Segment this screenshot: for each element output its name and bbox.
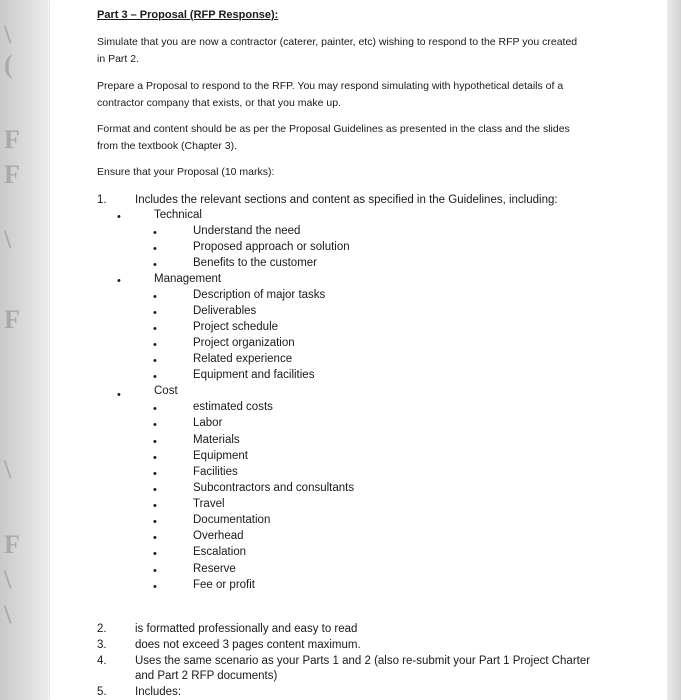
- bullet: •: [153, 452, 157, 464]
- list-item: Fee or profit: [193, 579, 255, 591]
- section-title-cost: Cost: [154, 385, 178, 397]
- background-glyph: F: [4, 530, 20, 559]
- list-item: Description of major tasks: [193, 289, 326, 301]
- bullet: •: [153, 468, 157, 480]
- list-number: 1.: [97, 194, 107, 206]
- part3-heading: Part 3 – Proposal (RFP Response):: [97, 9, 279, 21]
- paragraph-text: Format and content should be as per the Proposal Guidelines as presented in the class and the slides: [97, 123, 570, 135]
- intro-text: Ensure that your Proposal (10 marks):: [97, 166, 275, 178]
- bullet: •: [153, 500, 157, 512]
- list-item: Project organization: [193, 337, 295, 349]
- background-glyph: F: [4, 160, 20, 189]
- section-title-management: Management: [154, 273, 222, 285]
- section-title-technical: Technical: [154, 209, 202, 221]
- bullet: •: [153, 355, 157, 367]
- list-number: 4.: [97, 655, 107, 667]
- list-item-text: and Part 2 RFP documents): [135, 670, 278, 682]
- bullet: •: [153, 436, 157, 448]
- page-shadow-strip: [667, 0, 681, 700]
- bullet: •: [117, 275, 121, 287]
- bullet: •: [117, 389, 121, 401]
- list-item: Related experience: [193, 353, 293, 365]
- bullet: •: [153, 323, 157, 335]
- paragraph-text: from the textbook (Chapter 3).: [97, 140, 238, 152]
- background-glyph: \: [4, 20, 12, 49]
- bullet: •: [153, 419, 157, 431]
- bullet: •: [153, 532, 157, 544]
- list-item-text: Includes:: [135, 686, 182, 698]
- document-page: [50, 0, 667, 700]
- list-item: Travel: [193, 498, 225, 510]
- list-item: Escalation: [193, 546, 247, 558]
- list-item: Equipment: [193, 450, 248, 462]
- list-item: Documentation: [193, 514, 271, 526]
- list-item: Benefits to the customer: [193, 257, 318, 269]
- list-item: estimated costs: [193, 401, 273, 413]
- background-glyph: F: [4, 125, 20, 154]
- bullet: •: [153, 403, 157, 415]
- list-item: Facilities: [193, 466, 238, 478]
- list-number: 2.: [97, 623, 107, 635]
- list-item-text: is formatted professionally and easy to read: [135, 623, 358, 635]
- background-glyph: (: [4, 50, 13, 79]
- list-item: Understand the need: [193, 225, 301, 237]
- background-glyph: \: [4, 600, 12, 629]
- bullet: •: [153, 243, 157, 255]
- list-number: 5.: [97, 686, 107, 698]
- list-item: Equipment and facilities: [193, 369, 315, 381]
- bullet: •: [153, 581, 157, 593]
- bullet: •: [153, 339, 157, 351]
- bullet: •: [153, 227, 157, 239]
- paragraph-text: Simulate that you are now a contractor (caterer, painter, etc) wishing to respond to the RFP you created: [97, 36, 578, 48]
- paragraph-text: contractor company that exists, or that you make up.: [97, 97, 341, 109]
- bullet: •: [153, 516, 157, 528]
- bullet: •: [153, 307, 157, 319]
- list-item-text: Uses the same scenario as your Parts 1 and 2 (also re-submit your Part 1 Project Charter: [135, 655, 591, 667]
- bullet: •: [153, 484, 157, 496]
- background-glyph: \: [4, 225, 12, 254]
- background-glyph: \: [4, 565, 12, 594]
- list-item: Reserve: [193, 563, 236, 575]
- background-glyph: F: [4, 305, 20, 334]
- bullet: •: [117, 211, 121, 223]
- bullet: •: [153, 291, 157, 303]
- bullet: •: [153, 371, 157, 383]
- bullet: •: [153, 259, 157, 271]
- bullet: •: [153, 548, 157, 560]
- list-item: Materials: [193, 434, 240, 446]
- bullet: •: [153, 565, 157, 577]
- list-item: Proposed approach or solution: [193, 241, 350, 253]
- paragraph-text: in Part 2.: [97, 53, 140, 65]
- background-glyph: \: [4, 455, 12, 484]
- list-item: Overhead: [193, 530, 244, 542]
- list-item: Labor: [193, 417, 223, 429]
- list-item-text: Includes the relevant sections and content as specified in the Guidelines, including:: [135, 194, 558, 206]
- list-item-text: does not exceed 3 pages content maximum.: [135, 639, 361, 651]
- list-number: 3.: [97, 639, 107, 651]
- list-item: Deliverables: [193, 305, 257, 317]
- background-window-strip: [0, 0, 48, 700]
- list-item: Project schedule: [193, 321, 279, 333]
- paragraph-text: Prepare a Proposal to respond to the RFP. You may respond simulating with hypothetical details of a: [97, 80, 564, 92]
- list-item: Subcontractors and consultants: [193, 482, 355, 494]
